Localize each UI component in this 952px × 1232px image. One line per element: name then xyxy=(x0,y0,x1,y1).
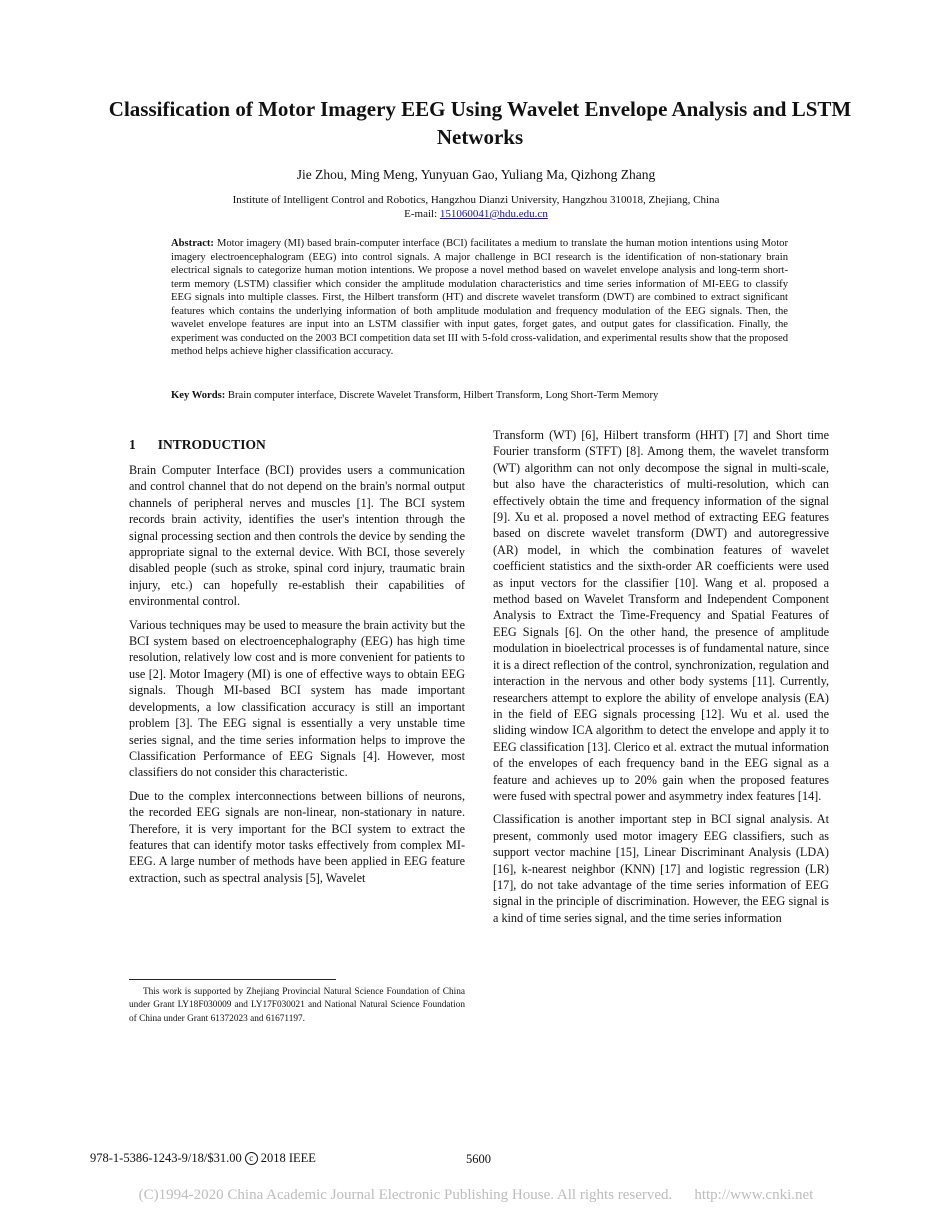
abstract xyxy=(171,237,788,359)
watermark-text: (C)1994-2020 China Academic Journal Electronic Publishing House. All rights reserved. xyxy=(138,1187,673,1203)
copyright-icon: c xyxy=(245,1152,258,1165)
paragraph: Transform (WT) [6], Hilbert transform (HHT) [7] and Short time Fourier transform (STFT) [8]. Among them, the wavelet transform (WT) algorithm can not only decompose the signal in multi-scale, but also have the characteristics of multi-resolution, which can effectively obtain the time and frequency information of the signal [9]. Xu et al. proposed a novel method of extracting EEG features based on discrete wavelet transform (DWT) and autoregressive (AR) model, in which the combination features of wavelet coefficient statistics and the sixth-order AR coefficients were used as input vectors for the classifier [10]. Wang et al. proposed a method based on Wavelet Transform and Independent Component Analysis to Extract the Time-Frequency and Spatial Features of EEG Signals [6]. On the other hand, the presence of amplitude modulation in bioelectrical processes is of fundamental nature, since it is a direct reflection of the control, synchronization, regulation and interaction in the nervous and other body systems [11]. Currently, researchers attempt to explore the ability of envelope analysis (EA) in the field of EEG signals processing [12]. Wu et al. used the sliding window ICA algorithm to detect the envelope and apply it to EEG classification [13]. Clerico et al. extract the mutual information of the envelopes of each frequency band in the EEG signal as a feature and achieves up to 20% gain when the proposed features were fused with spectral power and asymmetry index features [14]. xyxy=(493,428,829,803)
right-column xyxy=(493,427,829,933)
section-heading xyxy=(129,436,465,454)
abstract-label: Abstract: xyxy=(171,238,214,249)
section-number: 1 xyxy=(129,437,136,452)
author-list: Jie Zhou, Ming Meng, Yunyuan Gao, Yuliang Ma, Qizhong Zhang xyxy=(296,167,656,182)
paragraph: Brain Computer Interface (BCI) provides users a communication and control channel that do not depend on the brain's normal output channels of peripheral nerves and muscles [1]. The BCI system records brain activity, identifies the user's intention through the signal processing section and then controls the device by sending the appropriate signal to the external device. With BCI, those severely disabled people (such as stroke, spinal cord injury, traumatic brain injury, etc.) can hopefully re-establish their capabilities of environmental control. xyxy=(129,463,465,609)
abstract-text: Motor imagery (MI) based brain-computer interface (BCI) facilitates a medium to translate the human motion intentions using Motor imagery electroencephalogram (EEG) into control signals. A major challenge in BCI research is the identification of non-stationary brain electrical signals to categorize human motion intentions. We propose a novel method based on wavelet envelope analysis and long-term short-term memory (LSTM) classifier which consider the amplitude modulation characteristics and time series information of MI-EEG to classify EEG signals into multiple classes. First, the Hilbert transform (HT) and discrete wavelet transform (DWT) are combined to extract significant features which contains the underlying information of both amplitude modulation and frequency modulation of the EEG signals. Then, the wavelet envelope features are input into an LSTM classifier with input gates, forget gates, and output gates for classification. Finally, the experiment was conducted on the 2003 BCI competition data set III with 5-fold cross-validation, and experimental results show that the proposed method helps achieve higher classification accuracy. xyxy=(171,238,788,357)
affiliation: Institute of Intelligent Control and Robotics, Hangzhou Dianzi University, Hangzhou 310018, Zhejiang, China xyxy=(232,194,720,206)
email-line xyxy=(0,207,952,221)
section-title: INTRODUCTION xyxy=(157,437,266,452)
keywords-label: Key Words: xyxy=(171,390,226,401)
isbn-copyright xyxy=(90,1150,316,1166)
funding-footnote: This work is supported by Zhejiang Provincial Natural Science Foundation of China under Grant LY18F030009 and LY17F030021 and National Natural Science Foundation of China under Grant 61372023 and 61671197. xyxy=(129,987,465,1024)
isbn-text: 978-1-5386-1243-9/18/$31.00 xyxy=(90,1151,242,1165)
email-label: E-mail: xyxy=(404,208,440,220)
paragraph: Various techniques may be used to measure the brain activity but the BCI system based on electroencephalography (EEG) has high time resolution, relatively low cost and is more convenient for patients to use [2]. Motor Imagery (MI) is one of effective ways to obtain EEG signals. Though MI-based BCI system has made important developments, a low classification accuracy is still an important problem [3]. The EEG signal is essentially a very unstable time series signal, and the time series information helps to improve the Classification Performance of EEG Signals [4]. However, most classifiers do not consider this characteristic. xyxy=(129,617,465,780)
paragraph: Classification is another important step in BCI signal analysis. At present, commonly used motor imagery EEG classifiers, such as support vector machine [15], Linear Discriminant Analysis (LDA) [16], k-nearest neighbor (KNN) [17] and logistic regression (LR) [17], do not take advantage of the time series information of EEG signal in the principle of discrimination. However, the EEG signal is a kind of time series signal, and the time series information xyxy=(493,812,829,925)
left-column xyxy=(129,436,465,893)
keywords-text: Brain computer interface, Discrete Wavelet Transform, Hilbert Transform, Long Short-Term Memory xyxy=(227,390,659,401)
paper-title: Classification of Motor Imagery EEG Using Wavelet Envelope Analysis and LSTM Networks xyxy=(108,97,852,149)
copyright-year: 2018 IEEE xyxy=(260,1151,316,1165)
paragraph: Due to the complex interconnections between billions of neurons, the recorded EEG signals are non-linear, non-stationary in nature. Therefore, it is very important for the BCI system to extract the features that can identify motor tasks effectively from complex MI-EEG. A large number of methods have been applied in EEG feature extraction, such as spectral analysis [5], Wavelet xyxy=(129,788,465,885)
watermark-url: http://www.cnki.net xyxy=(694,1187,814,1203)
page-number: 5600 xyxy=(466,1152,491,1166)
cnki-watermark xyxy=(0,1186,952,1204)
footnote-divider xyxy=(129,979,336,980)
email-link[interactable]: 151060041@hdu.edu.cn xyxy=(439,208,548,220)
keywords xyxy=(171,389,811,403)
